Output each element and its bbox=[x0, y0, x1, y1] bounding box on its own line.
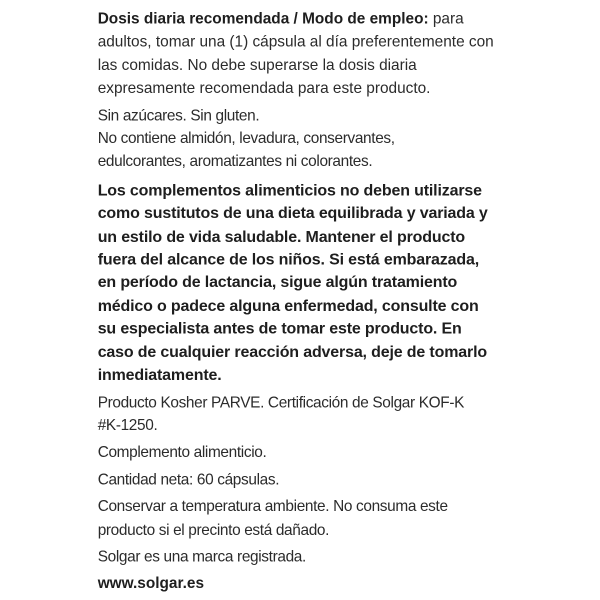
dosage-paragraph bbox=[98, 8, 563, 100]
storage-instructions: Conservar a temperatura ambiente. No consuma este producto si el precinto está dañado. bbox=[97, 498, 448, 539]
kosher-certification: Producto Kosher PARVE. Certificación de Solgar KOF-K #K-1250. bbox=[97, 394, 465, 435]
additives-note: No contiene almidón, levadura, conservantes, edulcorantes, aromatizantes ni colorantes. bbox=[97, 130, 395, 171]
product-category: Complemento alimenticio. bbox=[97, 444, 267, 462]
warning-paragraph: Los complementos alimenticios no deben utilizarse como sustitutos de una dieta equilibrada y variada y un estilo de vida saludable. Mantener el producto fuera del alcance de los niños. Si está embarazada, en período de lactancia, sigue algún tratamiento médico o padece alguna enfermedad, consulte con su especialista antes de tomar este producto. En caso de cualquier reacción adversa, deje de tomarlo inmediatamente. bbox=[97, 181, 488, 384]
sugar-gluten-note: Sin azúcares. Sin gluten. bbox=[97, 107, 260, 124]
website-link[interactable]: www.solgar.es bbox=[97, 575, 205, 593]
dosage-text: para adultos, tomar una (1) cápsula al día preferentemente con las comidas. No debe superarse la dosis diaria expresamente recomendada para este producto. bbox=[97, 10, 494, 97]
trademark-note: Solgar es una marca registrada. bbox=[97, 548, 306, 566]
net-quantity: Cantidad neta: 60 cápsulas. bbox=[97, 471, 280, 489]
dosage-heading: Dosis diaria recomendada / Modo de empleo: bbox=[97, 10, 429, 28]
